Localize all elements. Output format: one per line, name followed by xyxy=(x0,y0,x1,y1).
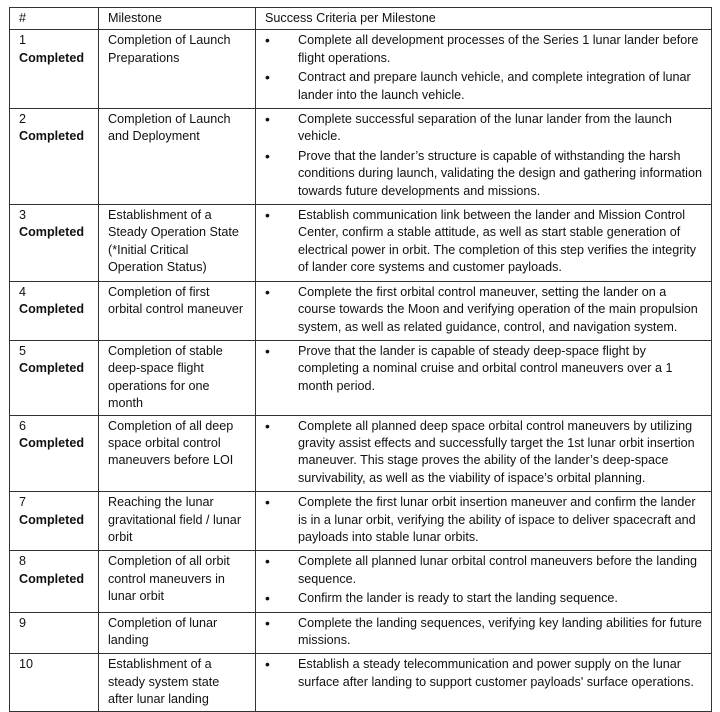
row-number-cell xyxy=(10,109,99,205)
status-label: Completed xyxy=(19,302,85,317)
row-number-cell xyxy=(10,415,99,492)
milestone-number: 4 xyxy=(19,284,27,299)
criteria-list xyxy=(265,494,702,546)
criteria-item: • Complete all development processes of the Series 1 lunar lander before flight operations. xyxy=(265,32,702,67)
criteria-cell xyxy=(256,415,712,492)
milestone-number: 6 xyxy=(19,418,27,433)
criteria-cell xyxy=(256,281,712,340)
row-number-cell xyxy=(10,612,99,654)
criteria-list xyxy=(265,284,702,336)
criteria-item: • Complete all planned lunar orbital control maneuvers before the landing sequence. xyxy=(265,553,702,588)
criteria-list xyxy=(265,343,702,395)
criteria-item: • Complete the first orbital control maneuver, setting the lander on a course towards the Moon and verifying operation of the main propulsion system, as well as related guidance, control, and navigation system. xyxy=(265,284,702,336)
criteria-cell xyxy=(256,340,712,415)
criteria-list xyxy=(265,418,702,488)
criteria-item: • Contract and prepare launch vehicle, and complete integration of lunar lander into the launch vehicle. xyxy=(265,69,702,104)
table-row xyxy=(10,205,712,282)
milestone-table xyxy=(9,7,712,712)
criteria-cell xyxy=(256,551,712,612)
table-row xyxy=(10,281,712,340)
status-label: Completed xyxy=(19,361,85,376)
criteria-cell xyxy=(256,612,712,654)
milestone-number: 3 xyxy=(19,208,27,223)
table-row xyxy=(10,30,712,109)
milestone-name: Establishment of a steady system state after lunar landing xyxy=(99,654,256,711)
criteria-item: • Complete the first lunar orbit insertion maneuver and confirm the lander is in a lunar orbit, verifying the ability of ispace to deliver spacecraft and payloads into stable lunar orbits. xyxy=(265,494,702,546)
criteria-cell xyxy=(256,205,712,282)
status-label: Completed xyxy=(19,571,85,586)
milestone-name: Completion of all deep space orbital control maneuvers before LOI xyxy=(99,415,256,492)
criteria-item: • Complete the landing sequences, verifying key landing abilities for future missions. xyxy=(265,615,702,650)
row-number-cell xyxy=(10,30,99,109)
header-number: # xyxy=(10,8,99,30)
criteria-item: • Establish a steady telecommunication and power supply on the lunar surface after landing to support customer payloads' surface operations. xyxy=(265,656,702,691)
row-number-cell xyxy=(10,551,99,612)
criteria-list xyxy=(265,553,702,607)
header-milestone: Milestone xyxy=(99,8,256,30)
milestone-number: 7 xyxy=(19,495,27,510)
milestone-name: Completion of Launch Preparations xyxy=(99,30,256,109)
status-label: Completed xyxy=(19,225,85,240)
milestone-name: Completion of lunar landing xyxy=(99,612,256,654)
table-row xyxy=(10,551,712,612)
table-row xyxy=(10,415,712,492)
criteria-item: • Complete all planned deep space orbital control maneuvers by utilizing gravity assist effects and successfully target the 1st lunar orbit insertion maneuver. This stage proves the ability of the lander’s deep-space survivability, as well as the viability of ispace’s orbital planning. xyxy=(265,418,702,488)
header-criteria: Success Criteria per Milestone xyxy=(256,8,712,30)
header-row xyxy=(10,8,712,30)
table-row xyxy=(10,109,712,205)
status-label: Completed xyxy=(19,435,85,450)
milestone-number: 1 xyxy=(19,33,27,48)
milestone-name: Establishment of a Steady Operation State (*Initial Critical Operation Status) xyxy=(99,205,256,282)
status-label: Completed xyxy=(19,50,85,65)
criteria-item: • Prove that the lander’s structure is capable of withstanding the harsh conditions during launch, validating the design and gathering information towards future developments and missions. xyxy=(265,148,702,200)
criteria-list xyxy=(265,615,702,650)
criteria-cell xyxy=(256,492,712,551)
row-number-cell xyxy=(10,340,99,415)
milestone-name: Reaching the lunar gravitational field / lunar orbit xyxy=(99,492,256,551)
table-row xyxy=(10,612,712,654)
milestone-name: Completion of stable deep-space flight operations for one month xyxy=(99,340,256,415)
criteria-cell xyxy=(256,109,712,205)
milestone-name: Completion of all orbit control maneuvers in lunar orbit xyxy=(99,551,256,612)
row-number-cell xyxy=(10,281,99,340)
status-label: Completed xyxy=(19,512,85,527)
criteria-list xyxy=(265,111,702,200)
criteria-cell xyxy=(256,30,712,109)
row-number-cell xyxy=(10,492,99,551)
milestone-number: 2 xyxy=(19,112,27,127)
milestone-number: 5 xyxy=(19,343,27,358)
criteria-list xyxy=(265,207,702,277)
milestone-name: Completion of Launch and Deployment xyxy=(99,109,256,205)
row-number-cell xyxy=(10,205,99,282)
criteria-list xyxy=(265,32,702,104)
criteria-item: • Complete successful separation of the lunar lander from the launch vehicle. xyxy=(265,111,702,146)
table-row xyxy=(10,340,712,415)
milestone-number: 9 xyxy=(19,615,27,630)
milestone-name: Completion of first orbital control maneuver xyxy=(99,281,256,340)
criteria-item: • Establish communication link between the lander and Mission Control Center, confirm a stable attitude, as well as start stable generation of electrical power in orbit. The completion of this step verifies the integrity of lander core systems and customer payloads. xyxy=(265,207,702,277)
criteria-item: • Confirm the lander is ready to start the landing sequence. xyxy=(265,590,702,607)
milestone-number: 8 xyxy=(19,554,27,569)
criteria-list xyxy=(265,656,702,691)
criteria-item: • Prove that the lander is capable of steady deep-space flight by completing a nominal cruise and orbital control maneuvers over a 1 month period. xyxy=(265,343,702,395)
table-row xyxy=(10,492,712,551)
milestone-number: 10 xyxy=(19,657,34,672)
status-label: Completed xyxy=(19,129,85,144)
